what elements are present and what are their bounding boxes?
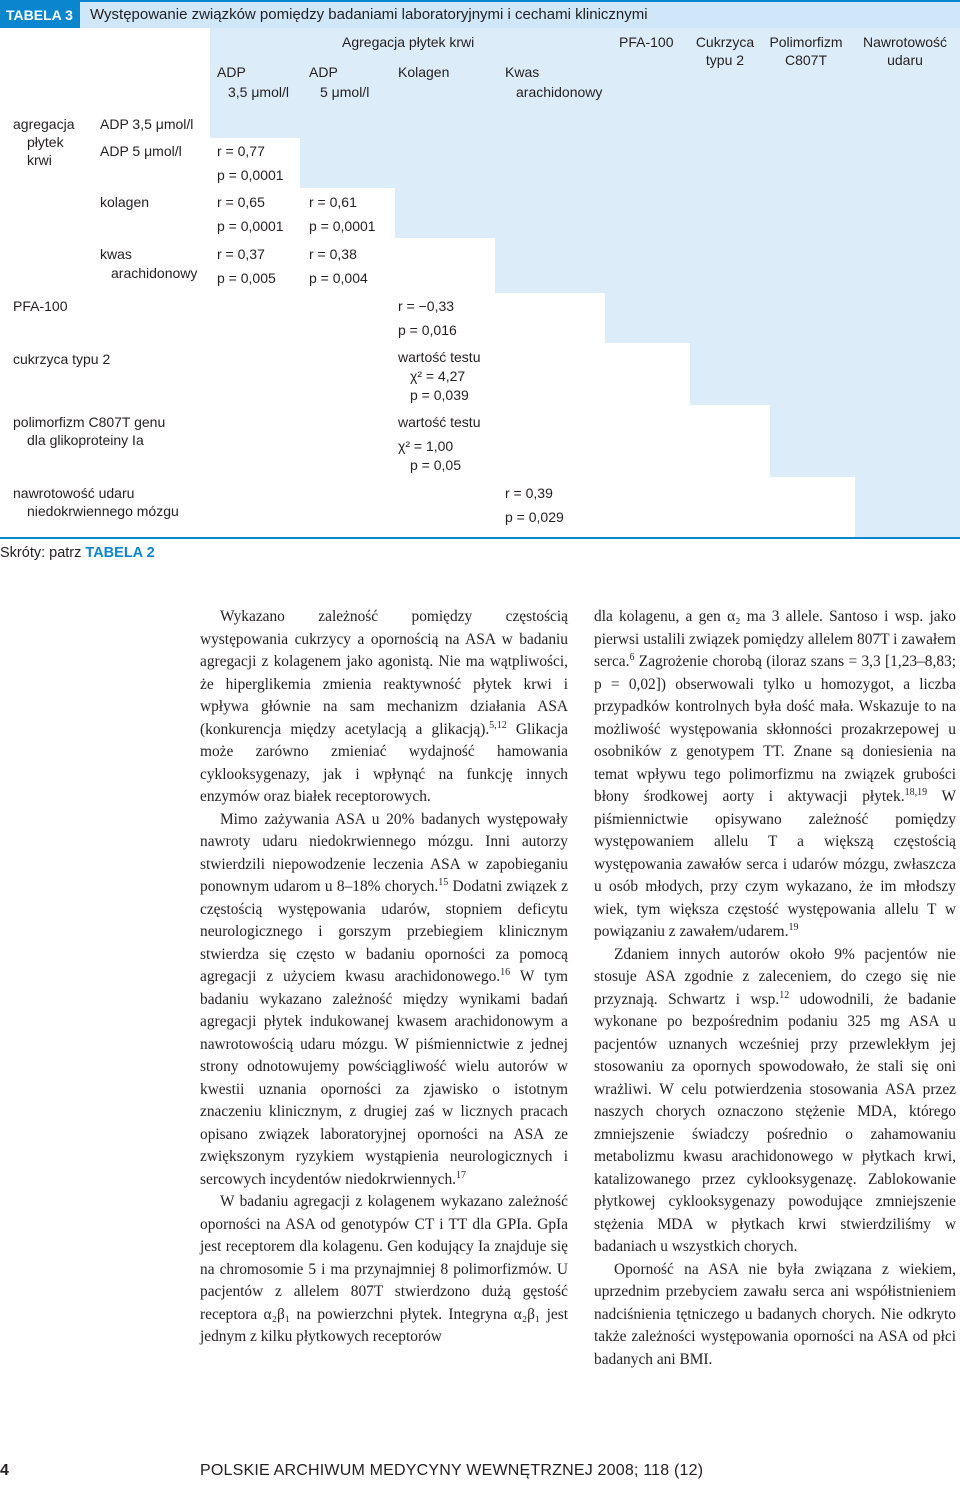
col-header-nawrot-line2: udaru	[887, 52, 923, 68]
row-group-label-line2: płytek	[27, 134, 64, 150]
paragraph: W badaniu agregacji z kolagenem wykazano zależność oporności na ASA od genotypów CT i TT dla GPIa. GpIa jest receptorem dla kolagenu. Gen kodujący Ia znajduje się na chromosomie 5 i ma przynajmniej 8 polimorfizmów. U pacjentów z allelem 807T stwierdzono dużą gęstość receptora α₂β₁ na powierzchni płytek. Integryna α₂β₁ jest jednym z kilku płytkowych receptorów	[200, 1193, 568, 1345]
page-number: 4	[0, 1462, 9, 1479]
col-header-pfa: PFA-100	[619, 34, 674, 50]
cell-nawrot-kwas-p: p = 0,029	[505, 509, 564, 525]
row-label-nawrot-line1: nawrotowość udaru	[13, 485, 135, 501]
col-header-adp35-line1: ADP	[217, 64, 246, 80]
cell-kolagen-adp5-r: r = 0,61	[309, 194, 357, 210]
col-header-kwas-line2: arachidonowy	[516, 84, 603, 100]
row-group-label-line3: krwi	[27, 152, 52, 168]
col-header-cukrzyca-line2: typu 2	[705, 52, 745, 68]
cell-kwas-adp35-r: r = 0,37	[217, 246, 265, 262]
article-column-middle	[200, 606, 568, 1349]
row-label-adp5: ADP 5 μmol/l	[100, 143, 182, 159]
table-label: TABELA 3	[0, 2, 80, 28]
col-header-adp5-line2: 5 μmol/l	[320, 84, 370, 100]
col-header-nawrot-line1: Nawrotowość	[862, 34, 948, 50]
shade-pfa-row	[605, 293, 960, 343]
citation[interactable]: 18,19	[904, 786, 928, 798]
article-column-right	[594, 606, 956, 1371]
cell-nawrot-kwas-r: r = 0,39	[505, 485, 553, 501]
paragraph: Mimo zażywania ASA u 20% badanych występowały nawroty udaru niedokrwiennego mózgu. Inni autorzy stwierdzili niepowodzenie leczenia ASA w zapobieganiu ponownym udarom u 8–18% chorych.$^{15}$ Dodatni związek z częstością występowania udarów, stopniem deficytu neurologicznego i gorszym przebiegiem klinicznym stwierdza się często w badaniu oporności za pomocą agregacji z użyciem kwasu arachidonowego.$^{16}$ W tym badaniu wykazano zależność między wynikami badań agregacji płytek indukowanej kwasem arachidonowym a nawrotowością udaru mózgu. W piśmiennictwie z jednej strony odnotowujemy powściągliwość wielu autorów w kwestii uznania oporności za zjawisko o istotnym znaczeniu klinicznym, z drugiej zaś w licznych pracach opisano związek laboratoryjnej oporności na ASA ze zwiększonym ryzykiem wystąpienia neurologicznych i sercowych incydentów niedokrwiennych.$^{17}$	[200, 810, 568, 1188]
cell-kwas-adp5-p: p = 0,004	[309, 270, 368, 286]
col-header-kwas-line1: Kwas	[505, 64, 540, 80]
cell-kolagen-adp35-p: p = 0,0001	[217, 218, 284, 234]
cell-kolagen-adp35-r: r = 0,65	[217, 194, 265, 210]
cell-pfa-kolagen-r: r = −0,33	[398, 298, 455, 314]
table-abbreviations-note	[0, 545, 155, 561]
cell-polimorfizm-kolagen-chi: χ² = 1,00	[398, 438, 454, 454]
col-header-kolagen: Kolagen	[398, 64, 450, 80]
citation[interactable]: 6	[629, 651, 635, 663]
shade-polimorfizm-row	[770, 405, 960, 477]
abbr-table-ref[interactable]: TABELA 2	[85, 545, 155, 561]
col-header-polimorfizm-line1: Polimorfizm	[769, 34, 843, 50]
shade-nawrot-row	[855, 477, 960, 537]
cell-adp5-adp35-p: p = 0,0001	[217, 167, 284, 183]
table-body	[0, 28, 960, 539]
row-label-polimorfizm-line1: polimorfizm C807T genu	[13, 414, 166, 430]
col-header-adp35-line2: 3,5 μmol/l	[228, 84, 289, 100]
col-header-cukrzyca-line1: Cukrzyca	[695, 34, 755, 50]
col-header-polimorfizm-line2: C807T	[784, 52, 828, 68]
shade-cukrzyca-row	[690, 343, 960, 405]
row-group-label-line1: agregacja	[13, 116, 75, 132]
journal-name: POLSKIE ARCHIWUM MEDYCYNY WEWNĘTRZNEJ 2008; 118 (12)	[200, 1462, 704, 1479]
shade-kwas-row	[495, 238, 960, 293]
cell-adp5-adp35-r: r = 0,77	[217, 143, 265, 159]
paragraph: Wykazano zależność pomiędzy częstością występowania cukrzycy a opornością na ASA w badaniu agregacji z kolagenem jako agonistą. Nie ma wątpliwości, że hiperglikemia zmienia reaktywność płytek krwi i wpływa głównie na sam mechanizm działania ASA (konkurencja między acetylacją a glikacją).$^{5,12}$ Glikacja może zarówno zmieniać wydajność hamowania cyklooksygenazy, jak i wpłynąć na funkcję innych enzymów oraz białek receptorowych.	[200, 608, 568, 805]
cell-pfa-kolagen-p: p = 0,016	[398, 322, 457, 338]
row-label-polimorfizm-line2: dla glikoproteiny Ia	[27, 432, 144, 448]
paragraph: Zdaniem innych autorów około 9% pacjentów nie stosuje ASA zgodnie z zaleceniem, do czego się nie przyznają. Schwartz i wsp.$^{12}$ udowodnili, że badanie wykonane po bezpośrednim podaniu 325 mg ASA u pacjentów uznanych wcześniej przy przewlekłym jej stosowaniu za opornych spowodowało, że stali się oni wrażliwi. W celu potwierdzenia stosowania ASA przez naszych chorych oznaczono stężenie MDA, którego zmniejszenie świadczy pośrednio o zahamowaniu metabolizmu kwasu arachidonowego w płytkach krwi, katalizowanego przez cyklooksygenazę. Zablokowanie płytkowej cyklooksygenazy powodujące zmniejszenie stężenia MDA w płytkach krwi stwierdziliśmy w badaniach u wszystkich chorych.	[594, 945, 956, 1255]
row-label-nawrot-line2: niedokrwiennego mózgu	[27, 503, 179, 519]
citation[interactable]: 19	[788, 921, 799, 933]
paragraph: Oporność na ASA nie była związana z wiekiem, uprzednim przebyciem zawału serca ani współistnieniem nadciśnienia tętniczego u badanych chorych. Nie odkryto także zależności występowania oporności na ASA od płci badanych ani BMI.	[594, 1260, 956, 1368]
table-title: Występowanie związków pomiędzy badaniami laboratoryjnymi i cechami klinicznymi	[90, 6, 648, 23]
cell-polimorfizm-kolagen-p: p = 0,05	[410, 457, 461, 473]
cell-polimorfizm-kolagen-label: wartość testu	[398, 414, 481, 430]
row-label-adp35: ADP 3,5 μmol/l	[100, 116, 194, 132]
row-label-kolagen: kolagen	[100, 194, 150, 210]
cell-kwas-adp5-r: r = 0,38	[309, 246, 357, 262]
table-header-bar	[0, 0, 960, 28]
shade-kolagen-row	[395, 188, 960, 238]
row-label-kwas-line1: kwas	[100, 246, 132, 262]
citation[interactable]: 15	[438, 876, 449, 888]
paragraph: dla kolagenu, a gen α₂ ma 3 allele. Santoso i wsp. jako pierwsi ustalili związek pomiędzy allelem 807T i zawałem serca.$^6$ Zagrożenie chorobą (iloraz szans = 3,3 [1,23–8,83; p = 0,02]) obserwowali tylko u homozygot, a liczba przypadków kontrolnych była dość mała. Wskazuje to na możliwość występowania skłonności prozakrzepowej u osobników z genotypem TT. Znane są doniesienia na temat wpływu tego polimorfizmu na związek grubości błony środkowej aorty i aktywacji płytek.$^{18,19}$ W piśmiennictwie opisywano zależność pomiędzy występowaniem allelu T a większą częstością występowania zawałów serca i udarów mózgu, zwłaszcza u osób młodych, przy czym wykazano, że im młodszy wiek, tym większa częstość występowania allelu T w powiązaniu z zawałem/udarem.$^{19}$	[594, 608, 956, 940]
cell-kolagen-adp5-p: p = 0,0001	[309, 218, 376, 234]
citation[interactable]: 16	[500, 966, 511, 978]
col-group-header: Agregacja płytek krwi	[342, 34, 475, 50]
shade-adp35-row	[210, 108, 960, 138]
col-header-adp5-line1: ADP	[309, 64, 338, 80]
cell-cukrzyca-kolagen-label: wartość testu	[398, 349, 481, 365]
shade-adp5-row	[300, 138, 960, 188]
citation[interactable]: 12	[779, 989, 790, 1001]
row-label-kwas-line2: arachidonowy	[111, 265, 198, 281]
cell-cukrzyca-kolagen-chi: χ² = 4,27	[410, 368, 466, 384]
citation[interactable]: 5,12	[489, 719, 507, 731]
abbr-text: Skróty: patrz	[0, 545, 86, 561]
row-label-pfa: PFA-100	[13, 298, 68, 314]
cell-cukrzyca-kolagen-p: p = 0,039	[410, 387, 469, 403]
cell-kwas-adp35-p: p = 0,005	[217, 270, 276, 286]
citation[interactable]: 17	[456, 1169, 467, 1181]
row-label-cukrzyca: cukrzyca typu 2	[13, 351, 111, 367]
